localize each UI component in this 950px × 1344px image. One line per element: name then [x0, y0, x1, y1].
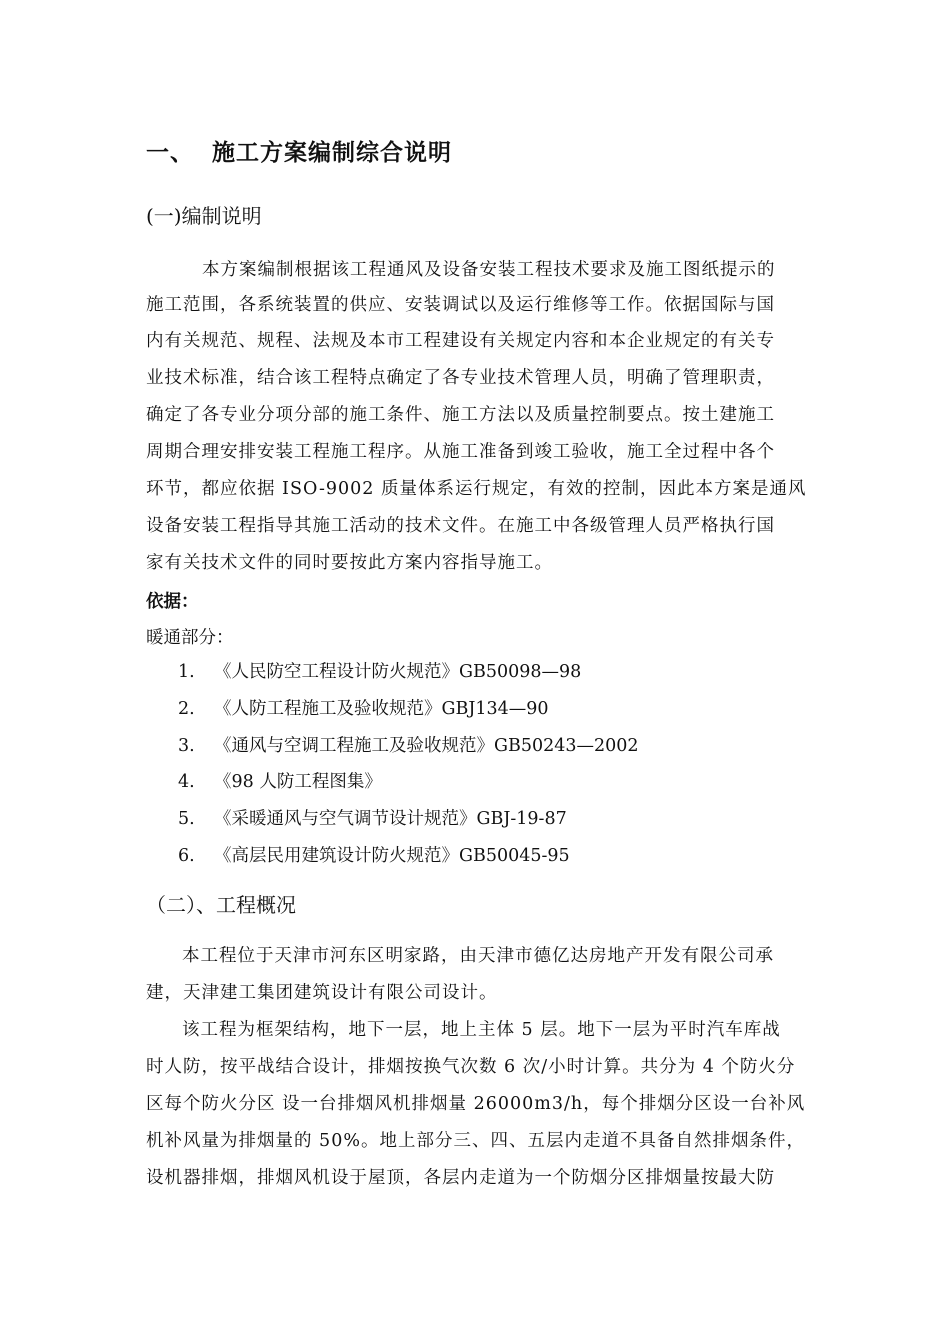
- paragraph-line: 周期合理安排安装工程施工程序。从施工准备到竣工验收，施工全过程中各个: [146, 442, 775, 462]
- list-number: 1.: [178, 662, 195, 682]
- paragraph-line: 建，天津建工集团建筑设计有限公司设计。: [146, 983, 498, 1003]
- basis-label: 依据：: [146, 592, 199, 612]
- list-text: 《采暖通风与空气调节设计规范》GBJ-19-87: [214, 809, 567, 829]
- list-text: 《人民防空工程设计防火规范》GB50098—98: [214, 662, 582, 682]
- paragraph-line: 环节，都应依据 ISO-9002 质量体系运行规定，有效的控制，因此本方案是通风: [146, 479, 807, 499]
- section-number: 一、: [146, 139, 194, 166]
- list-item: [178, 658, 581, 683]
- paragraph-line: 本工程位于天津市河东区明家路，由天津市德亿达房地产开发有限公司承: [182, 946, 774, 966]
- list-item: [178, 732, 639, 757]
- list-text: 《人防工程施工及验收规范》GBJ134—90: [214, 699, 549, 719]
- list-number: 6.: [178, 846, 195, 866]
- list-number: 4.: [178, 772, 195, 792]
- list-number: 5.: [178, 809, 195, 829]
- list-text: 《通风与空调工程施工及验收规范》GB50243—2002: [214, 736, 639, 756]
- paragraph-line: 机补风量为排烟量的 50%。地上部分三、四、五层内走道不具备自然排烟条件，: [146, 1131, 805, 1151]
- list-number: 2.: [178, 699, 195, 719]
- paragraph-line: 确定了各专业分项分部的施工条件、施工方法以及质量控制要点。按土建施工: [146, 405, 775, 425]
- list-number: 3.: [178, 736, 195, 756]
- list-item: [178, 768, 382, 793]
- section-title: [146, 134, 452, 167]
- paragraph-line: 本方案编制根据该工程通风及设备安装工程技术要求及施工图纸提示的: [202, 260, 776, 280]
- hvac-label: 暖通部分：: [146, 628, 234, 648]
- paragraph-line: 施工范围，各系统装置的供应、安装调试以及运行维修等工作。依据国际与国: [146, 295, 775, 315]
- subsection-title-2: （二）、工程概况: [146, 893, 296, 917]
- paragraph-line: 内有关规范、规程、法规及本市工程建设有关规定内容和本企业规定的有关专: [146, 331, 775, 351]
- list-item: [178, 805, 567, 830]
- list-item: [178, 695, 549, 720]
- paragraph-line: 业技术标准，结合该工程特点确定了各专业技术管理人员，明确了管理职责，: [146, 368, 775, 388]
- paragraph-line: 设备安装工程指导其施工活动的技术文件。在施工中各级管理人员严格执行国: [146, 516, 775, 536]
- paragraph-line: 区每个防火分区 设一台排烟风机排烟量 26000m3/h，每个排烟分区设一台补风: [146, 1094, 806, 1114]
- subsection-title-1: (一)编制说明: [146, 204, 262, 228]
- paragraph-line: 设机器排烟，排烟风机设于屋顶，各层内走道为一个防烟分区排烟量按最大防: [146, 1168, 775, 1188]
- list-item: [178, 842, 570, 867]
- paragraph-line: 家有关技术文件的同时要按此方案内容指导施工。: [146, 553, 553, 573]
- paragraph-line: 该工程为框架结构，地下一层，地上主体 5 层。地下一层为平时汽车库战: [182, 1020, 781, 1040]
- paragraph-line: 时人防，按平战结合设计，排烟按换气次数 6 次/小时计算。共分为 4 个防火分: [146, 1057, 796, 1077]
- list-text: 《98 人防工程图集》: [214, 772, 382, 792]
- section-title-text: 施工方案编制综合说明: [212, 139, 452, 166]
- list-text: 《高层民用建筑设计防火规范》GB50045-95: [214, 846, 570, 866]
